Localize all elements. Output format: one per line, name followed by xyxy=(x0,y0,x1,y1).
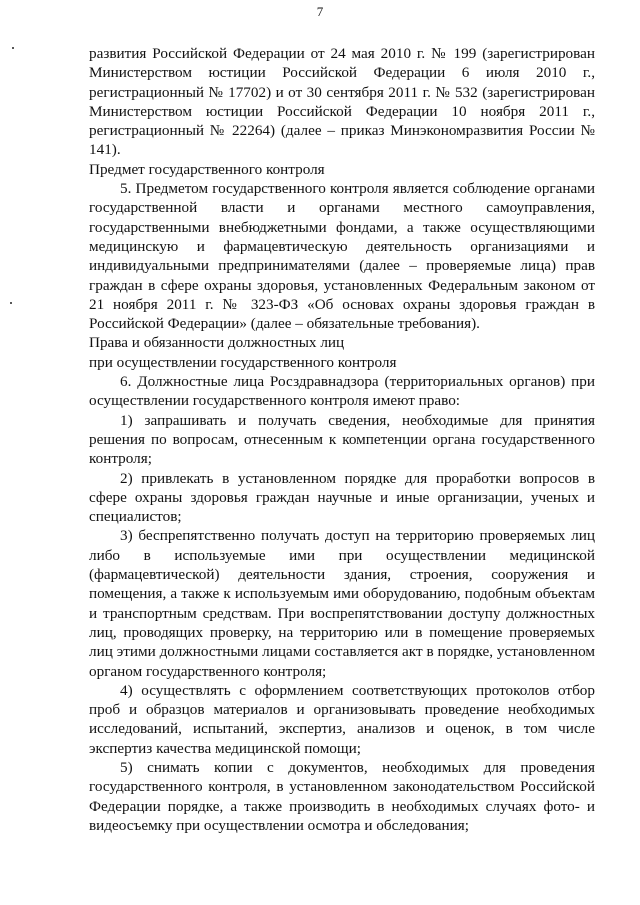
list-item-3: 3) беспрепятственно получать доступ на территорию проверяемых лиц либо в используемые ими при осуществлении медицинской (фармацевтической) деятельности здания, строения, сооружения и помещения, а также к используемым ими оборудованию, подобным объектам и транспортным средствам. При воспрепятствовании доступу должностных лиц, проводящих проверку, на территорию или в помещение проверяемых лиц этими должностными лицами составляется акт в порядке, установленном органом государственного контроля; xyxy=(89,527,595,680)
section-heading-rights xyxy=(89,333,595,372)
page-number: 7 xyxy=(316,4,324,19)
list-item-4: 4) осуществлять с оформлением соответствующих протоколов отбор проб и образцов материалов и организовывать проведение необходимых исследований, испытаний, экспертиз, анализов и оценок, в том числе экспертиз качества медицинской помощи; xyxy=(89,681,595,757)
list-item-1: 1) запрашивать и получать сведения, необходимые для принятия решения по вопросам, отнесенным к компетенции органа государственного контроля; xyxy=(89,411,595,468)
paragraph-6: 6. Должностные лица Росздравнадзора (территориальных органов) при осуществлении государственного контроля имеют право: xyxy=(89,373,595,410)
section-heading-subject: Предмет государственного контроля xyxy=(89,160,325,178)
scan-speck xyxy=(12,47,14,49)
list-item-2: 2) привлекать в установленном порядке для проработки вопросов в сфере охраны здоровья граждан научные и иные организации, ученых и специалистов; xyxy=(89,469,595,526)
list-item-5: 5) снимать копии с документов, необходимых для проведения государственного контроля, в установленном законодательством Российской Федерации порядке, а также производить в необходимых случаях фото- и видеосъемку при осуществлении осмотра и обследования; xyxy=(89,758,595,834)
section-heading-rights-line1: Права и обязанности должностных лиц xyxy=(89,334,345,352)
document-body xyxy=(89,44,595,835)
section-heading-rights-line2: при осуществлении государственного контроля xyxy=(89,353,397,371)
opening-paragraph: развития Российской Федерации от 24 мая 2010 г. № 199 (зарегистрирован Министерством юстиции Российской Федерации 6 июля 2010 г., регистрационный № 17702) и от 30 сентября 2011 г. № 532 (зарегистрирован Министерством юстиции Российской Федерации 10 ноября 2011 г., регистрационный № 22264) (далее – приказ Минэкономразвития России № 141). xyxy=(89,45,595,159)
paragraph-5: 5. Предметом государственного контроля является соблюдение органами государственной власти и органами местного самоуправления, государственными внебюджетными фондами, а также осуществляющими медицинскую и фармацевтическую деятельность организациями и индивидуальными предпринимателями (далее – проверяемые лица) прав граждан в сфере охраны здоровья, установленных Федеральным законом от 21 ноября 2011 г. № 323-ФЗ «Об основах охраны здоровья граждан в Российской Федерации» (далее – обязательные требования). xyxy=(89,180,595,333)
scan-speck xyxy=(10,302,12,304)
